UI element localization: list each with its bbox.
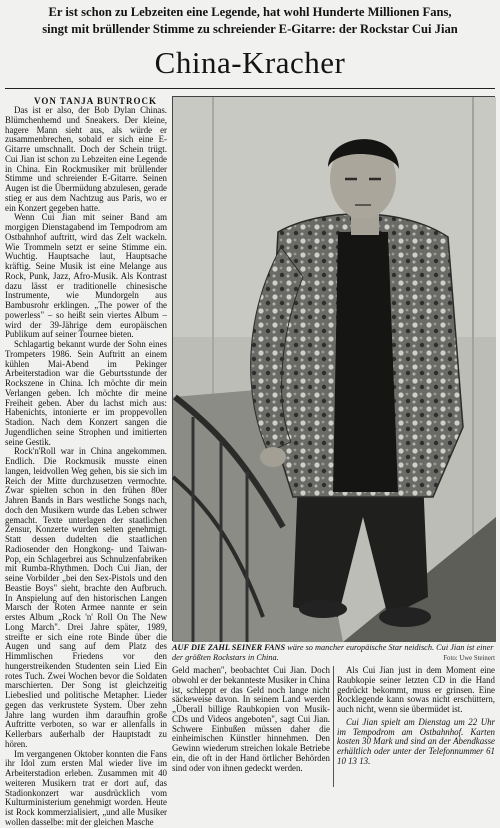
paragraph: Als Cui Jian just in dem Moment eine Raubkopie seiner letzten CD in die Hand gedrückt bekommt, muss er grinsen. Eine Rocklegende kann sowas nicht erschüttern, auch nicht, wenn sie übermüdet ist. xyxy=(337,665,495,714)
headline-rule xyxy=(5,88,495,89)
body-column-1 xyxy=(5,105,167,827)
headline: China-Kracher xyxy=(154,45,346,80)
paragraph: Schlagartig bekannt wurde der Sohn eines Trompeters 1986. Sein Auftritt an einem kühlen Mai-Abend im Pekinger Arbeiterstadion war die Geburtsstunde der Rockszene in China. Ich möchte dir mein Verlangen geben. Ich möchte dir meine Freiheit geben. Aber du lachst mich aus: Habenichts, intonierte er im proppevollen Stadion. Nach dem Konzert sangen die Jugendlichen seine Strophen und imitierten seine Gestik. xyxy=(5,339,167,447)
paragraph: Das ist er also, der Bob Dylan Chinas. Blümchenhemd und Sneakers. Der kleine, hagere Mann sieht aus, als würde er zusammenbrechen, sobald er sich eine E-Gitarre umschnallt. Doch der Schein trügt. Cui Jian ist schon zu Lebzeiten eine Legende in China. Ein Rockmusiker mit brüllender Stimme und schreiender E-Gitarre. Seinen Augen ist die Übermüdung abzulesen, gerade stieg er aus dem Nachtzug aus Paris, wo er ein Konzert gegeben hatte. xyxy=(5,105,167,213)
paragraph: Rock'n'Roll war in China angekommen. Endlich. Die Rockmusik musste einen langen, leidvollen Weg gehen, bis sie sich im Reich der Mitte durchzusetzen vermochte. Zwar spielten schon in den frühen 80er Jahren Bands in Bars westliche Songs nach, doch den Musikern wurde das Leben schwer gemacht. Texte unterlagen der staatlichen Zensur, Konzerte wurden selten genehmigt. Statt dessen dudelten die staatlichen Radiosender den Hongkong- und Taiwan-Pop, ein Schlagerbrei aus Schnulzenfabriken mit Rumba-Rhythmen. Doch Cui Jian, der seine Vorbilder „bei den Sex-Pistols und den Beastie Boys" sieht, brachte den Aufbruch. In Anspielung auf den historischen Langen Marsch der Roten Armee nannte er sein erstes Album „Rock 'n' Roll On The New Long March". Drei Jahre später, 1989, streifte er sich eine rote Binde über die Augen und sang auf dem Platz des Himmlischen Friedens vor den hungerstreikenden Studenten sein Lied Ein rotes Tuch. Zwei Wochen bevor die Soldaten marschierten. Der Song ist gleichzeitig Liebeslied und politische Metapher. Lieder gegen das verkrustete System. Über zehn Jahre lang wurden ihm daraufhin große Auftritte verboten, so war er allenfalls in Kellerbars außerhalb der Hauptstadt zu hören. xyxy=(5,446,167,749)
kicker-line-1: Er ist schon zu Lebzeiten eine Legende, hat wohl Hunderte Millionen Fans, xyxy=(48,5,452,19)
photo-caption xyxy=(172,643,495,663)
body-column-3 xyxy=(337,666,495,767)
caption-text: wäre so mancher europäische Star neidisch. Cui Jian ist einer der größten Rockstars in China. xyxy=(172,643,494,662)
paragraph: Geld machen", beobachtet Cui Jian. Doch obwohl er der bekannteste Musiker in China ist, schleppt er das Geld noch lange nicht säckeweise davon. In seinem Land werden „Überall billige Raubkopien von Musik-CDs und Videos angeboten", sagt Cui Jian. Schwere Einbußen müssen daher die einheimischen Künstler hinnehmen. Den Gewinn wiederum streichen lokale Betriebe ein, die oft in der Hand örtlicher Behörden sind oder von ihnen gedeckt werden. xyxy=(172,665,330,773)
column-divider xyxy=(333,666,334,787)
paragraph: Im vergangenen Oktober konnten die Fans ihr Idol zum ersten Mal wieder live im Arbeiterstadion erleben. Zusammen mit 40 weiteren Musikern trat er dort auf, das Stadionkonzert war ausdrücklich vom Kulturministerium genehmigt worden. Heute ist Rock kommerzialisiert, „und alle Musiker wollen dasselbe: mit der gleichen Masche xyxy=(5,748,167,827)
photo-cui-jian xyxy=(172,96,495,641)
body-column-2 xyxy=(172,666,330,773)
photo-illustration xyxy=(173,97,496,642)
byline: VON TANJA BUNTROCK xyxy=(34,96,157,106)
kicker-line-2: singt mit brüllender Stimme zu schreiender E-Gitarre: der Rockstar Cui Jian xyxy=(42,22,458,36)
kicker xyxy=(8,4,492,38)
photo-credit: Foto: Uwe Steinert xyxy=(443,655,495,662)
event-info: Cui Jian spielt am Dienstag um 22 Uhr im Tempodrom am Ostbahnhof. Karten kosten 30 Mark und sind an der Abendkasse erhältlich oder unter der Telefonnummer 61 10 13 13. xyxy=(337,716,495,766)
paragraph: Wenn Cui Jian mit seiner Band am morgigen Dienstagabend im Tempodrom am Ostbahnhof auftritt, wird das Zelt wackeln. Wie Trommeln setzt er seine Stimme ein. Wuchtig. Hauptsache laut, Hauptsache kräftig. Seine Musik ist eine Melange aus Rock, Punk, Jazz, Afro-Musik. Als Kontrast dazu lässt er traditionelle chinesische Instrumente, wie Mundorgeln aus Bambusrohr erklingen. „The power of the powerless" – so heißt sein viertes Album – wird der 39-Jährige dem europäischen Publikum auf seiner Tournee bieten. xyxy=(5,212,167,340)
caption-lead: AUF DIE ZAHL SEINER FANS xyxy=(172,643,286,652)
